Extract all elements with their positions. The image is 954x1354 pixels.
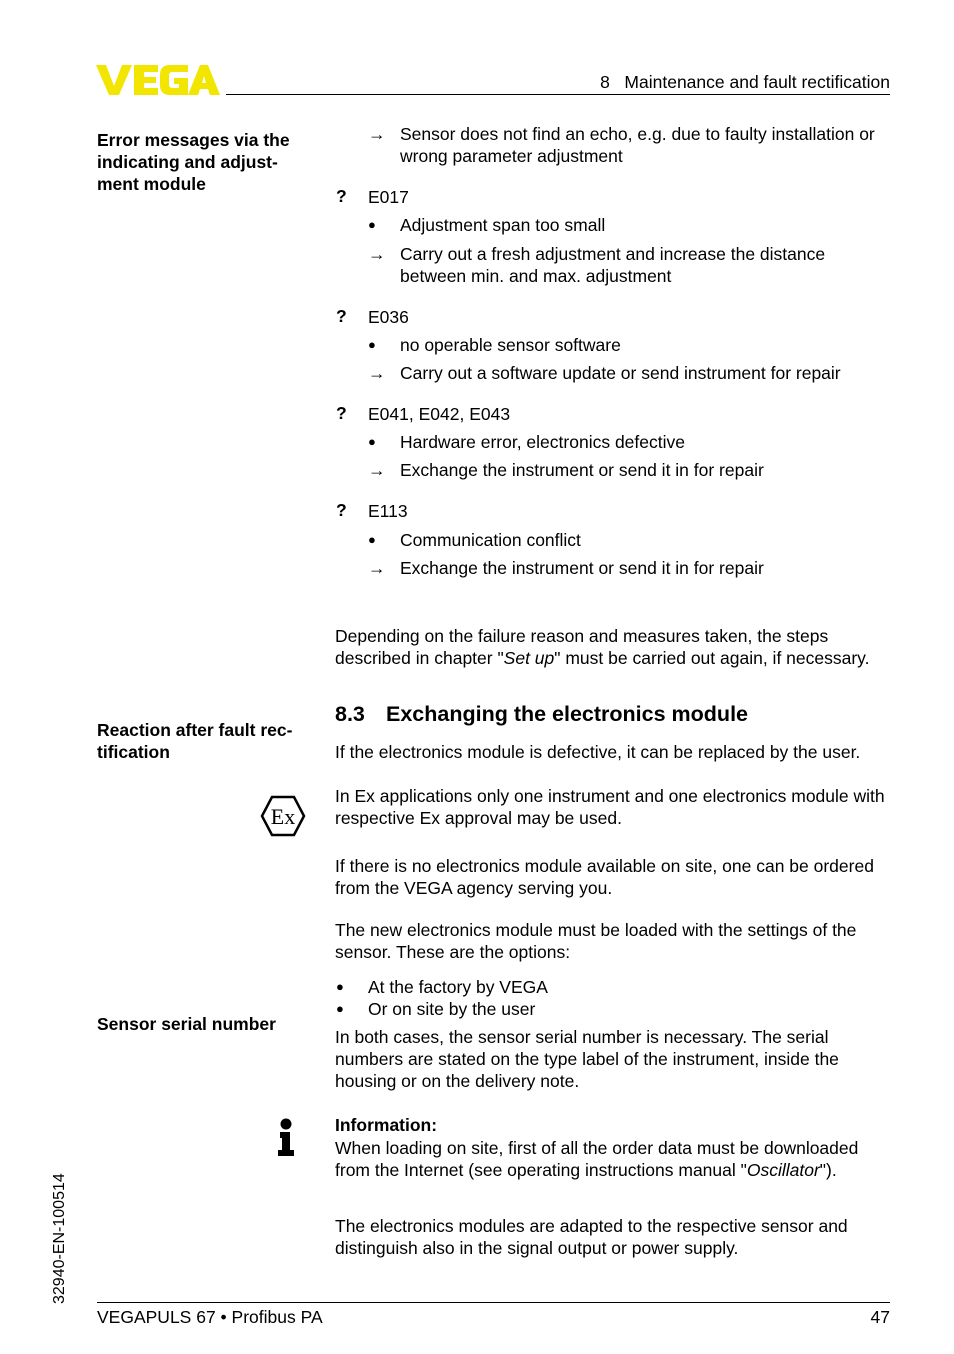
info-paragraph [335,1137,895,1181]
bullet-icon: ● [368,337,376,352]
arrow-right-icon: → [368,244,386,264]
reaction-text-pre: Depending on the failure reason and measures taken, the steps described in chapter " [335,626,829,668]
footer-rule [97,1302,890,1303]
sidebar-reaction: Reaction after fault rectification [97,720,293,762]
arrow-right-icon: → [368,558,386,578]
question-mark-icon: ? [336,403,347,423]
page-number: 47 [870,1307,890,1327]
section-paragraph-5: In both cases, the sensor serial number is necessary. The serial numbers are stated on the type label of the instrument, inside the housing or on the delivery note. [335,1027,839,1091]
arrow-right-icon: → [368,460,386,480]
svg-text:Ex: Ex [270,804,296,829]
section-paragraph-4: The new electronics module must be loaded with the settings of the sensor. These are the options: [335,920,857,962]
section-paragraph-6: The electronics modules are adapted to the respective sensor and distinguish also in the signal output or power supply. [335,1216,848,1258]
option-item: At the factory by VEGA [368,977,548,997]
info-text-post: "). [819,1160,837,1180]
sidebar-serial: Sensor serial number [97,1014,276,1034]
error-code: E017 [368,187,409,207]
error-action: Exchange the instrument or send it in for repair [400,558,764,578]
error-action: Carry out a fresh adjustment and increase the distance between min. and max. adjustment [400,244,826,286]
question-mark-icon: ? [336,306,347,326]
info-link-oscillator: Oscillator [746,1160,820,1180]
chapter-title: 8 Maintenance and fault rectification [600,72,890,92]
reaction-text-post: " must be carried out again, if necessary. [554,648,870,668]
bullet-icon: ● [336,979,344,994]
document-id: 32940-EN-100514 [51,1173,68,1304]
question-mark-icon: ? [336,500,347,520]
section-title: Exchanging the electronics module [386,702,748,726]
error-cause: Adjustment span too small [400,215,606,235]
arrow-right-icon: → [368,363,386,383]
arrow-right-icon: → [368,124,386,144]
section-paragraph-2: In Ex applications only one instrument and one electronics module with respective Ex approval may be used. [335,786,885,828]
error-action: Carry out a software update or send instrument for repair [400,363,841,383]
section-heading [335,701,748,727]
information-icon [276,1118,296,1158]
info-text-pre: When loading on site, first of all the order data must be downloaded from the Internet (see operating instructions manual " [335,1138,859,1180]
header-rule [226,94,890,95]
footer-product: VEGAPULS 67 • Profibus PA [97,1307,323,1327]
section-paragraph-3: If there is no electronics module available on site, one can be ordered from the VEGA agency serving you. [335,856,874,898]
bullet-icon: ● [368,532,376,547]
bullet-icon: ● [368,434,376,449]
option-item: Or on site by the user [368,999,536,1019]
bullet-icon: ● [368,217,376,232]
bullet-icon: ● [336,1001,344,1016]
error-cause: no operable sensor software [400,335,621,355]
sidebar-error-messages: Error messages via the indicating and adjustment module [97,130,290,194]
question-mark-icon: ? [336,186,347,206]
ex-approval-icon [260,795,306,837]
info-title: Information: [335,1115,438,1135]
vega-logo [96,62,220,98]
reaction-paragraph [335,625,895,669]
error-code: E041, E042, E043 [368,404,511,424]
error-cause: Communication conflict [400,530,581,550]
error-code: E113 [368,501,408,521]
error-code: E036 [368,307,409,327]
reaction-link-setup: Set up [503,648,555,668]
section-paragraph-1: If the electronics module is defective, it can be replaced by the user. [335,742,861,762]
section-number: 8.3 [335,702,365,726]
error-cause: Hardware error, electronics defective [400,432,685,452]
error-action: Exchange the instrument or send it in for repair [400,460,764,480]
intro-action: Sensor does not find an echo, e.g. due to faulty installation or wrong parameter adjustment [400,124,875,166]
